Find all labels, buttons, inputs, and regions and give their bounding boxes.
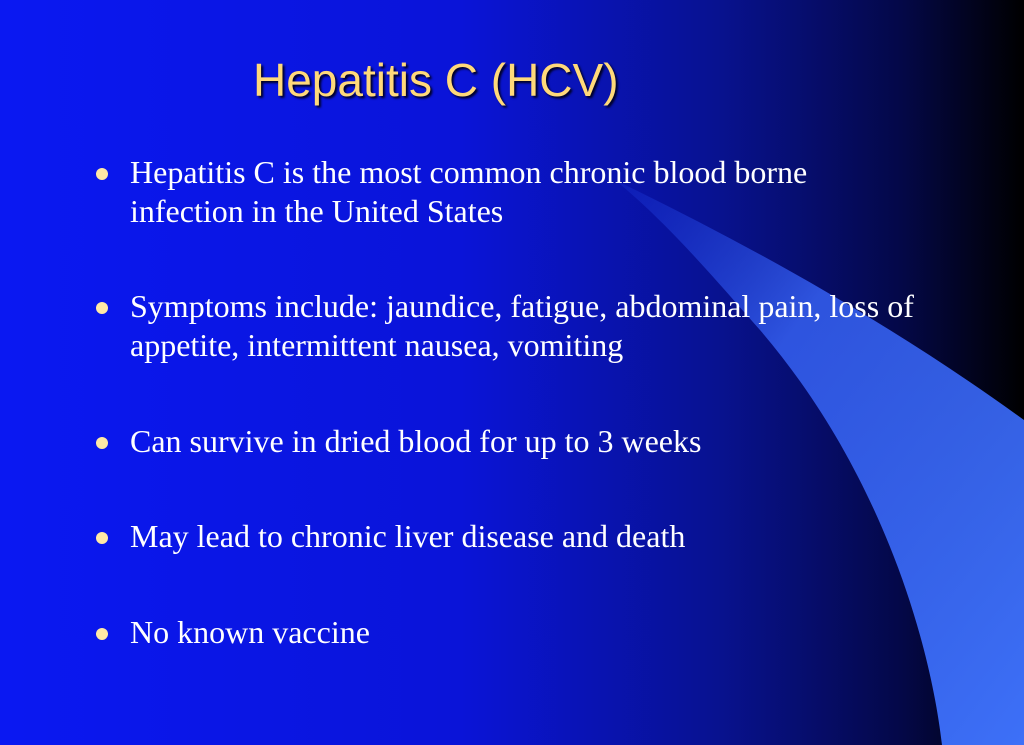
- bullet-dot-icon: [96, 628, 108, 640]
- bullet-item: [96, 517, 685, 556]
- bullet-text: Can survive in dried blood for up to 3 weeks: [130, 423, 702, 459]
- bullet-item: [96, 287, 930, 365]
- bullet-item: [96, 613, 370, 652]
- bullet-dot-icon: [96, 302, 108, 314]
- bullet-dot-icon: [96, 532, 108, 544]
- slide-title: Hepatitis C (HCV): [253, 54, 619, 106]
- bullet-text: Symptoms include: jaundice, fatigue, abdominal pain, loss of appetite, intermittent nausea, vomiting: [130, 288, 914, 363]
- bullet-item: [96, 422, 701, 461]
- bullet-text: May lead to chronic liver disease and death: [130, 518, 686, 554]
- bullet-text: Hepatitis C is the most common chronic blood borne infection in the United States: [130, 154, 808, 229]
- bullet-item: [96, 153, 910, 231]
- bullet-dot-icon: [96, 437, 108, 449]
- bullet-text: No known vaccine: [130, 614, 370, 650]
- bullet-dot-icon: [96, 168, 108, 180]
